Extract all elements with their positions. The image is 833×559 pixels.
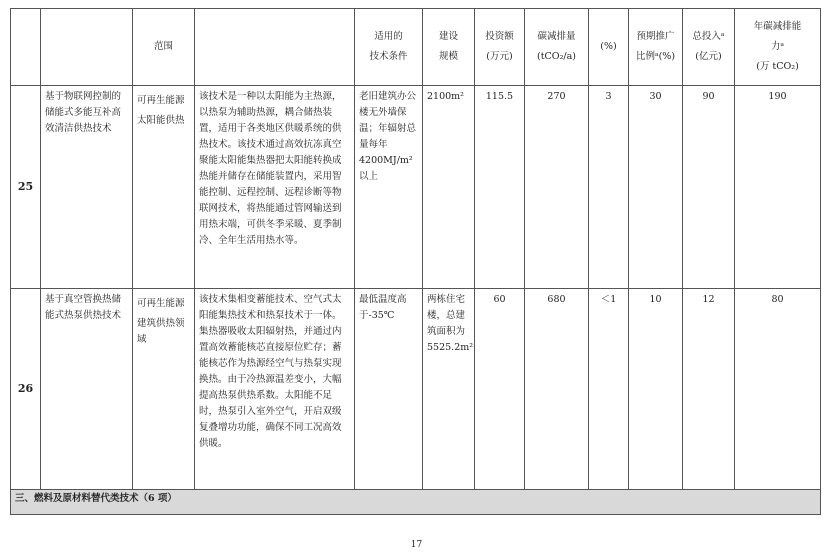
- tech-scope-line1: 可再生能源: [137, 95, 185, 106]
- technology-table: [10, 8, 821, 515]
- header-row: [11, 9, 821, 86]
- tech-pct: 3: [589, 86, 629, 289]
- tech-name: 基于真空管换热储能式热泵供热技术: [41, 289, 133, 490]
- tech-scope: [133, 289, 195, 490]
- tech-condition: 最低温度高于-35℃: [355, 289, 423, 490]
- tech-scale: 两栋住宅楼，总建筑面积为5525.2m²: [423, 289, 475, 490]
- tech-scope-line2: 太阳能供热: [137, 115, 185, 126]
- header-scale-line2: 规模: [438, 51, 458, 62]
- header-desc: [195, 9, 355, 86]
- tech-pct: ＜1: [589, 289, 629, 490]
- header-reduce-line2: (tCO₂/a): [537, 51, 576, 62]
- header-condition-line1: 适用的: [374, 31, 403, 42]
- header-num: [11, 9, 41, 86]
- tech-name: 基于物联网控制的储能式多能互补高效清洁供热技术: [41, 86, 133, 289]
- tech-scope-line2: 建筑供热领域: [137, 318, 185, 345]
- header-annual-line3: (万 tCO₂): [756, 61, 799, 72]
- tech-total: 12: [683, 289, 735, 490]
- section-title: 三、燃料及原材料替代类技术（6 项）: [11, 490, 821, 515]
- tech-reduce: 270: [525, 86, 589, 289]
- header-ratio: [629, 9, 683, 86]
- header-name: [41, 9, 133, 86]
- table-row: [11, 289, 821, 490]
- tech-invest: 115.5: [475, 86, 525, 289]
- table-row: [11, 86, 821, 289]
- header-total: [683, 9, 735, 86]
- header-total-line2: (亿元): [695, 51, 722, 62]
- tech-invest: 60: [475, 289, 525, 490]
- tech-scale: 2100m²: [423, 86, 475, 289]
- header-annual-line2: 力ᵃ: [770, 41, 785, 52]
- header-pct: (%): [589, 9, 629, 86]
- tech-annual: 190: [735, 86, 821, 289]
- header-condition: [355, 9, 423, 86]
- tech-condition: 老旧建筑办公楼无外墙保温；年辐射总量每年4200MJ/m²以上: [355, 86, 423, 289]
- row-number: 25: [11, 86, 41, 289]
- header-invest: [475, 9, 525, 86]
- header-reduce-line1: 碳减排量: [537, 31, 576, 42]
- tech-total: 90: [683, 86, 735, 289]
- tech-reduce: 680: [525, 289, 589, 490]
- tech-description: 该技术集相变蓄能技术、空气式太阳能集热技术和热泵技术于一体。集热器吸收太阳辐射热，并通过内置高效蓄能核芯直接原位贮存；蓄能核芯作为热源经空气与热泵实现换热。由于冷热源温差变小，大幅提高热泵供热系数。太阳能不足时，热泵引入室外空气，开启双级复叠增功功能，确保不同工况高效供暖。: [195, 289, 355, 490]
- tech-ratio: 10: [629, 289, 683, 490]
- tech-annual: 80: [735, 289, 821, 490]
- tech-scope-line1: 可再生能源: [137, 298, 185, 309]
- tech-scope: [133, 86, 195, 289]
- header-scale-line1: 建设: [438, 31, 458, 42]
- tech-description: 该技术是一种以太阳能为主热源，以热泵为辅助热源，耦合储热装置，适用于各类地区供暖系统的供热技术。该技术通过高效抗冻真空聚能太阳能集热器把太阳能转换成热能并储存在储能装置内，采用智能控制、远程控制、远程诊断等物联网技术，将热能通过管网输送到用热末端，可供冬季采暖、夏季制冷、全年生活用热水等。: [195, 86, 355, 289]
- header-invest-line1: 投资额: [485, 31, 514, 42]
- row-number: 26: [11, 289, 41, 490]
- header-ratio-line2: 比例ᵃ(%): [635, 51, 676, 62]
- header-ratio-line1: 预期推广: [636, 31, 675, 42]
- header-annual-line1: 年碳减排能: [753, 21, 802, 32]
- header-invest-line2: (万元): [486, 51, 513, 62]
- page-number: 17: [410, 540, 423, 550]
- section-row: [11, 490, 821, 515]
- header-scope: 范围: [133, 9, 195, 86]
- tech-ratio: 30: [629, 86, 683, 289]
- header-scale: [423, 9, 475, 86]
- header-total-line1: 总投入ᵃ: [692, 31, 725, 42]
- header-condition-line2: 技术条件: [369, 51, 408, 62]
- header-annual: [735, 9, 821, 86]
- header-reduce: [525, 9, 589, 86]
